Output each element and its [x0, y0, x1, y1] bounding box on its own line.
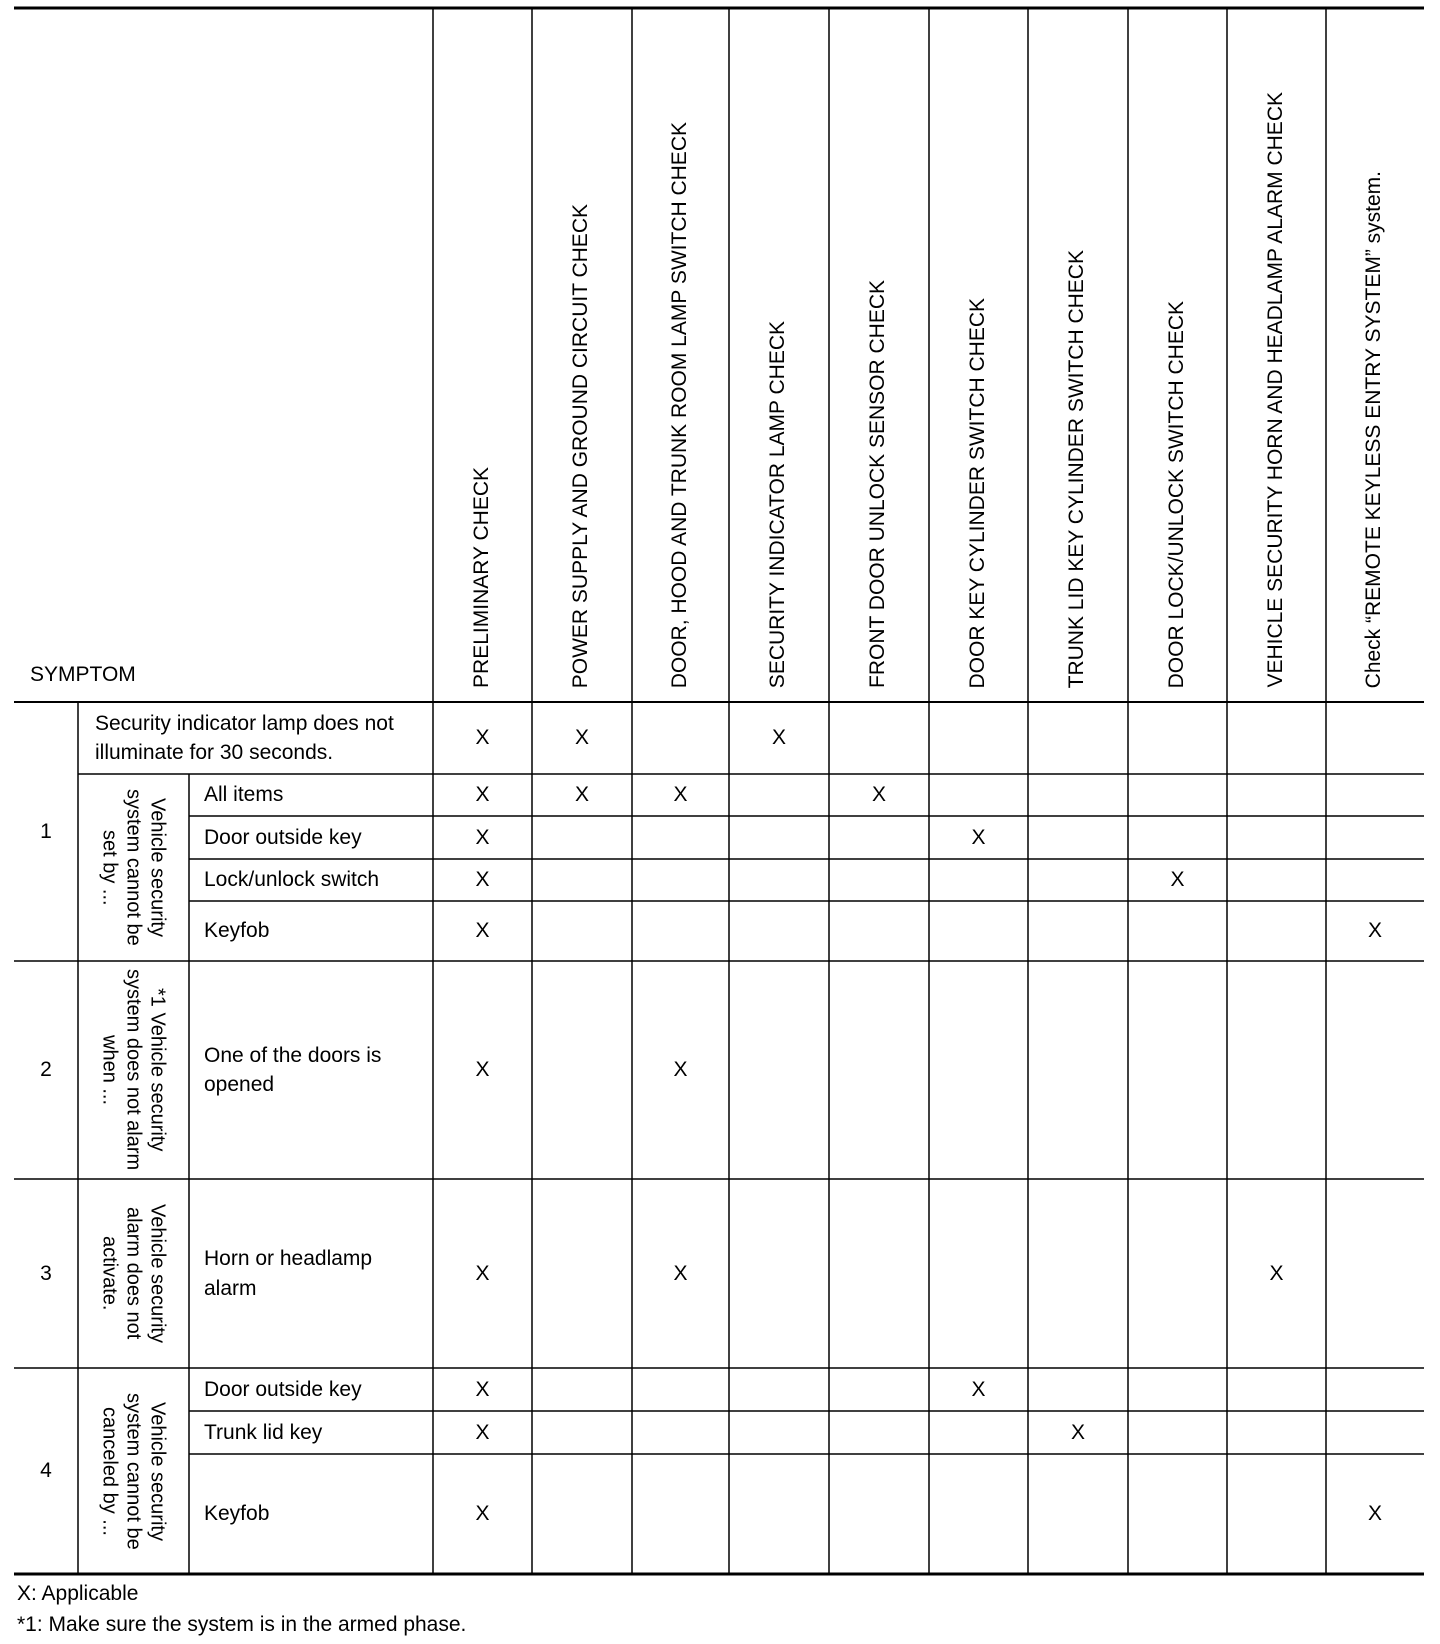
- applicable-mark: [1028, 859, 1128, 901]
- applicable-mark: [929, 961, 1028, 1179]
- group-number: 1: [40, 819, 52, 843]
- applicable-mark: [729, 816, 829, 859]
- applicable-mark: [729, 961, 829, 1179]
- applicable-mark: X: [1367, 919, 1382, 943]
- applicable-mark: [532, 1368, 632, 1411]
- applicable-mark: [829, 961, 929, 1179]
- subgroup-label: [78, 774, 189, 961]
- applicable-mark: [1128, 1411, 1227, 1454]
- applicable-mark: X: [771, 726, 786, 750]
- applicable-mark: [1028, 961, 1128, 1179]
- applicable-mark: [632, 1368, 729, 1411]
- applicable-mark: [1326, 1179, 1424, 1368]
- column-header: PRELIMINARY CHECK: [469, 467, 493, 688]
- applicable-mark: [729, 774, 829, 816]
- column-header: DOOR LOCK/UNLOCK SWITCH CHECK: [1164, 300, 1188, 688]
- applicable-mark: [1227, 1454, 1326, 1574]
- applicable-mark: X: [475, 868, 490, 892]
- column-header: DOOR KEY CYLINDER SWITCH CHECK: [965, 297, 989, 688]
- applicable-mark: X: [971, 825, 986, 849]
- group-label: [78, 1368, 189, 1574]
- group-label-text: *1 Vehicle security system does not alarm when ...: [98, 969, 169, 1171]
- applicable-mark: [1128, 1179, 1227, 1368]
- applicable-mark: [1326, 774, 1424, 816]
- applicable-mark: X: [475, 825, 490, 849]
- applicable-mark: [1326, 816, 1424, 859]
- group-number: 4: [40, 1459, 52, 1483]
- group-label: [78, 1179, 189, 1368]
- column-header: Check “REMOTE KEYLESS ENTRY SYSTEM” system.: [1362, 170, 1385, 688]
- footnote: *1: Make sure the system is in the armed phase.: [17, 1613, 467, 1636]
- group-label-text: Vehicle security alarm does not activate.: [98, 1204, 169, 1343]
- applicable-mark: [1326, 859, 1424, 901]
- group-label-text: Vehicle security system cannot be canceled by ...: [98, 1392, 169, 1550]
- column-header: SECURITY INDICATOR LAMP CHECK: [766, 320, 789, 688]
- applicable-mark: [1128, 1368, 1227, 1411]
- applicable-mark: [729, 859, 829, 901]
- applicable-mark: [829, 1454, 929, 1574]
- row-label: Trunk lid key: [204, 1420, 323, 1444]
- applicable-mark: [929, 859, 1028, 901]
- applicable-mark: X: [475, 919, 490, 943]
- applicable-mark: [1128, 702, 1227, 774]
- applicable-mark: [632, 1454, 729, 1574]
- applicable-mark: X: [574, 726, 589, 750]
- column-header: VEHICLE SECURITY HORN AND HEADLAMP ALARM CHECK: [1263, 92, 1287, 688]
- row-label: Door outside key: [204, 825, 362, 849]
- group-label: [78, 961, 189, 1179]
- applicable-mark: X: [475, 1502, 490, 1526]
- applicable-mark: X: [673, 1261, 688, 1285]
- applicable-mark: [829, 1411, 929, 1454]
- applicable-mark: [632, 702, 729, 774]
- applicable-mark: [1227, 1368, 1326, 1411]
- applicable-mark: [1128, 1454, 1227, 1574]
- row-label: All items: [204, 783, 284, 807]
- applicable-mark: [829, 702, 929, 774]
- applicable-mark: [632, 859, 729, 901]
- applicable-mark: [1028, 702, 1128, 774]
- applicable-mark: [1326, 702, 1424, 774]
- applicable-mark: [1326, 1411, 1424, 1454]
- column-header: DOOR, HOOD AND TRUNK ROOM LAMP SWITCH CHECK: [667, 121, 691, 688]
- applicable-mark: [1028, 1368, 1128, 1411]
- applicable-mark: X: [574, 783, 589, 807]
- applicable-mark: [929, 1179, 1028, 1368]
- applicable-mark: X: [673, 1058, 688, 1082]
- column-header: POWER SUPPLY AND GROUND CIRCUIT CHECK: [569, 203, 592, 688]
- column-header: FRONT DOOR UNLOCK SENSOR CHECK: [866, 280, 889, 688]
- legend-note: X: Applicable: [17, 1582, 139, 1605]
- applicable-mark: [929, 901, 1028, 961]
- subgroup-label-text: Vehicle security system cannot be set by ...: [98, 789, 169, 946]
- applicable-mark: [1128, 774, 1227, 816]
- applicable-mark: [1227, 859, 1326, 901]
- applicable-mark: [532, 901, 632, 961]
- applicable-mark: [1227, 901, 1326, 961]
- applicable-mark: [1227, 816, 1326, 859]
- applicable-mark: [532, 1411, 632, 1454]
- applicable-mark: [929, 1411, 1028, 1454]
- applicable-mark: [729, 1179, 829, 1368]
- applicable-mark: [1028, 816, 1128, 859]
- applicable-mark: [1128, 816, 1227, 859]
- applicable-mark: [632, 816, 729, 859]
- applicable-mark: [1326, 1368, 1424, 1411]
- applicable-mark: X: [673, 783, 688, 807]
- applicable-mark: [1128, 961, 1227, 1179]
- applicable-mark: [532, 1454, 632, 1574]
- applicable-mark: X: [1170, 868, 1185, 892]
- applicable-mark: X: [475, 1420, 490, 1444]
- applicable-mark: [1227, 1411, 1326, 1454]
- applicable-mark: [829, 1368, 929, 1411]
- applicable-mark: X: [475, 1377, 490, 1401]
- applicable-mark: [729, 1454, 829, 1574]
- row-label: Lock/unlock switch: [204, 868, 380, 892]
- applicable-mark: [532, 1179, 632, 1368]
- applicable-mark: [829, 816, 929, 859]
- applicable-mark: [632, 1411, 729, 1454]
- applicable-mark: [1028, 774, 1128, 816]
- applicable-mark: [729, 1368, 829, 1411]
- applicable-mark: [1128, 901, 1227, 961]
- applicable-mark: X: [971, 1377, 986, 1401]
- applicable-mark: [829, 859, 929, 901]
- applicable-mark: [1028, 901, 1128, 961]
- applicable-mark: [1227, 961, 1326, 1179]
- applicable-mark: X: [475, 783, 490, 807]
- applicable-mark: X: [1367, 1502, 1382, 1526]
- applicable-mark: [729, 901, 829, 961]
- applicable-mark: X: [871, 783, 886, 807]
- applicable-mark: [829, 901, 929, 961]
- applicable-mark: [929, 1454, 1028, 1574]
- applicable-mark: X: [475, 1261, 490, 1285]
- row-label: One of the doors is opened: [204, 1043, 382, 1096]
- row-label: Keyfob: [204, 919, 270, 943]
- applicable-mark: [1227, 774, 1326, 816]
- applicable-mark: [929, 702, 1028, 774]
- applicable-mark: [532, 961, 632, 1179]
- group-number: 3: [40, 1261, 52, 1285]
- applicable-mark: [829, 1179, 929, 1368]
- applicable-mark: [632, 901, 729, 961]
- applicable-mark: [532, 859, 632, 901]
- group-number: 2: [40, 1058, 52, 1082]
- row-label: Door outside key: [204, 1377, 362, 1401]
- applicable-mark: [1028, 1179, 1128, 1368]
- row-label: Keyfob: [204, 1502, 270, 1526]
- applicable-mark: X: [475, 726, 490, 750]
- applicable-mark: [532, 816, 632, 859]
- applicable-mark: [929, 774, 1028, 816]
- applicable-mark: [1326, 961, 1424, 1179]
- applicable-mark: [729, 1411, 829, 1454]
- applicable-mark: X: [1269, 1261, 1284, 1285]
- row-label: Horn or headlamp alarm: [204, 1247, 373, 1300]
- applicable-mark: X: [1070, 1420, 1085, 1444]
- applicable-mark: [1028, 1454, 1128, 1574]
- column-header: TRUNK LID KEY CYLINDER SWITCH CHECK: [1065, 249, 1088, 688]
- symptom-header: SYMPTOM: [30, 663, 136, 686]
- row-label: Security indicator lamp does not illuminate for 30 seconds.: [95, 711, 394, 764]
- applicable-mark: X: [475, 1058, 490, 1082]
- applicable-mark: [1227, 702, 1326, 774]
